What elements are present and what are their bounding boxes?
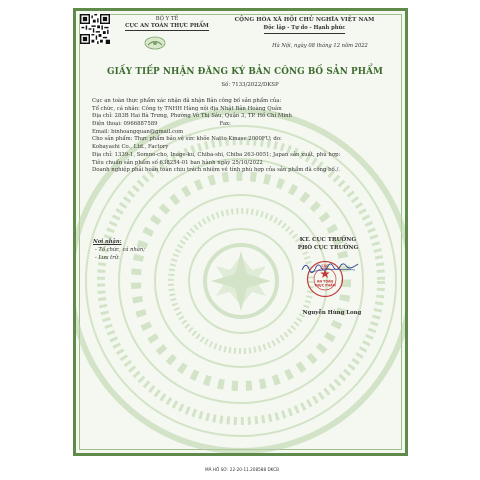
qr-code-icon[interactable] (80, 14, 110, 44)
responsibility-line: Doanh nghiệp phải hoàn toàn chịu trách nhiệm về tính phù hợp của sản phẩm đã công bố./. (92, 167, 340, 174)
recipient-item: - Lưu trữ. (95, 254, 120, 261)
contact-line (92, 121, 397, 129)
document-body (92, 98, 397, 175)
signature-block (278, 237, 378, 252)
product-line: Cho sản phẩm: Thực phẩm bảo vệ sức khỏe Natto Kinase 2000FU; do: (92, 136, 282, 143)
document-number: Số: 7133/2022/DKSP (221, 82, 279, 88)
organization-line: Tổ chức, cá nhân: Công ty TNHH Hàng nội địa Nhật Bản Hoàng Quân (92, 105, 282, 112)
stamp-text-line2: THỰC PHẨM (314, 283, 336, 288)
signer-name: Nguyễn Hùng Long (302, 310, 362, 316)
intro-line: Cục an toàn thực phẩm xác nhận đã nhận Bản công bố sản phẩm của: (92, 98, 282, 104)
document-title: GIẤY TIẾP NHẬN ĐĂNG KÝ BẢN CÔNG BỐ SẢN PHẨM (107, 67, 383, 77)
signer-role-2: PHÓ CỤC TRƯỞNG (297, 244, 359, 251)
standard-line: Tiêu chuẩn sản phẩm số 638254-01 ban hành ngày 25/10/2022 (92, 159, 263, 166)
stamp-text-top: CỤC (321, 264, 329, 268)
ministry-name: BỘ Y TẾ (155, 16, 179, 22)
signer-role-1: KT. CỤC TRƯỞNG (299, 237, 357, 243)
nation-name: CỘNG HÒA XÃ HỘI CHỦ NGHĨA VIỆT NAM (234, 17, 375, 23)
manufacturer-address-line: Địa chỉ: 1339-1, Somno-cho, Inage-ku, Chiba-shi, Chiba 263-0051; Japan sản xuất, phù hợp: (92, 151, 341, 158)
national-header (212, 16, 397, 34)
manufacturer-line: Kobayashi Co., Ltd., Factory (92, 144, 169, 151)
phone-text: Điện thoại: 0966887589 (92, 121, 158, 128)
vfa-logo-icon (144, 36, 166, 50)
national-motto: Độc lập - Tự do - Hạnh phúc (264, 25, 346, 34)
email-line[interactable]: Email: binhoangquan@gmail.com (92, 128, 184, 135)
handwritten-signature (300, 258, 360, 276)
issue-date: Hà Nội, ngày 08 tháng 12 năm 2022 (272, 43, 368, 49)
stamp-text-line1: AN TOÀN (316, 279, 334, 284)
recipient-item: - Tổ chức, cá nhân; (95, 246, 145, 253)
dossier-code: MÃ HỒ SƠ: 22-20-11.208588 DKCB (204, 467, 279, 472)
address-line: Địa chỉ: 283B Hai Bà Trưng, Phường Võ Thị Sáu, Quận 3, TP. Hồ Chí Minh (92, 113, 292, 120)
recipients-heading: Nơi nhận: (93, 239, 122, 245)
department-name: CỤC AN TOÀN THỰC PHẨM (125, 23, 209, 31)
issuing-agency (118, 16, 216, 31)
fax-text: Fax: (219, 121, 231, 128)
recipients-block (93, 239, 183, 262)
